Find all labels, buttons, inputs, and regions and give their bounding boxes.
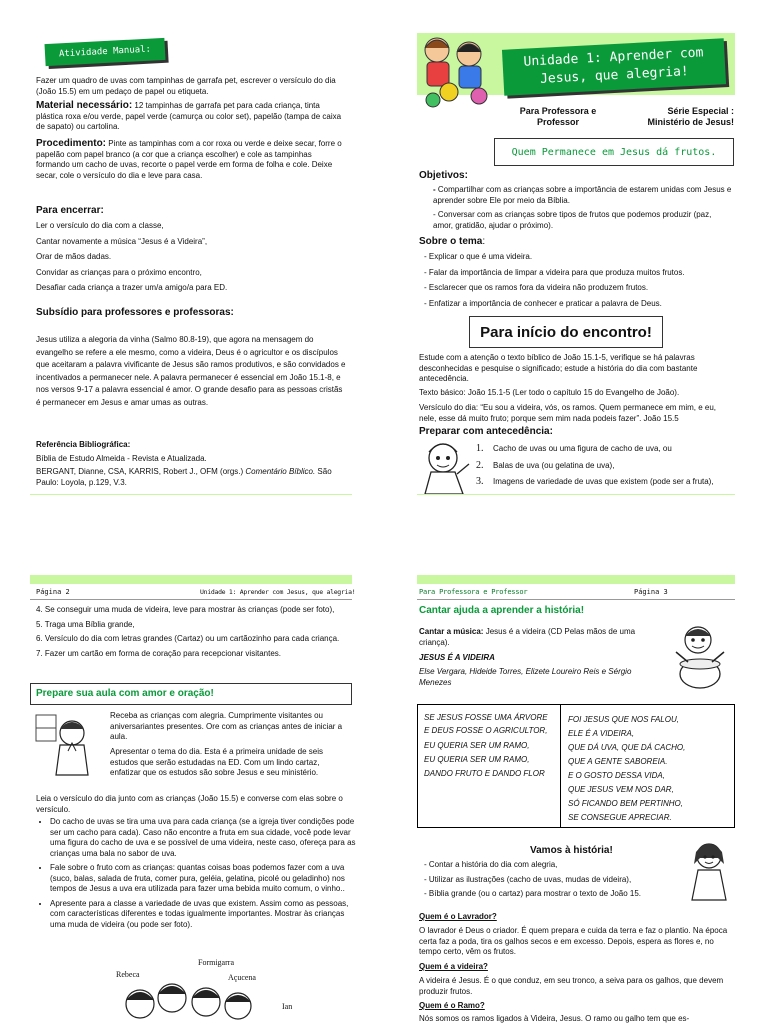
question-3: Quem é o Ramo? <box>419 1001 485 1010</box>
lyrics-line: SE CONSEGUE APRECIAR. <box>568 813 672 822</box>
question-2: Quem é a videira? <box>419 962 488 971</box>
ref-title: Referência Bibliográfica: <box>36 440 131 449</box>
prepare-title: Prepare sua aula com amor e oração! <box>36 688 214 699</box>
receba-text: Receba as crianças com alegria. Cumprimente visitantes ou aniversariantes presentes. Ore com as crianças antes de iniciar a aula. <box>110 711 343 741</box>
lyrics-line: QUE A GENTE SABOREIA. <box>568 757 668 766</box>
tema-item: - Enfatizar a importância de conhecer e praticar a palavra de Deus. <box>424 298 662 308</box>
preparar-text: Balas de uva (ou gelatina de uva), <box>493 460 615 470</box>
preparar-text: Imagens de variedade de uvas que existem (pode ser a fruta), <box>493 477 714 486</box>
lyrics-line: SE JESUS FOSSE UMA ÁRVORE <box>424 713 548 722</box>
ref-2-title: Comentário Bíblico. <box>245 467 316 476</box>
encerrar-item: Desafiar cada criança a trazer um/a amigo/a para ED. <box>36 283 228 292</box>
bullet-item: • Fale sobre o fruto com as crianças: quantas coisas boas podemos fazer com a uva (suco, balas, salada de fruta, comer pura, geléia, gelatina, picolé ou geladinho) nos tempos de Jesus a uva era utilizada para fazer uma bebida muito comum, o vinho.. <box>50 863 362 895</box>
song-authors: Else Vergara, Hideide Torres, Elizete Loureiro Reis e Sérgio Menezes <box>419 667 632 687</box>
page-4-header-left: Para Professora e Professor <box>419 588 528 596</box>
lyrics-line: EU QUERIA SER UM RAMO, <box>424 755 530 764</box>
prepare-box <box>30 683 352 705</box>
serie-especial: Série Especial : Ministério de Jesus! <box>647 106 734 127</box>
page-3-top-bar <box>30 575 352 584</box>
texto-basico: Texto básico: João 15.1-5 (Ler todo o capítulo 15 do Evangelho de João). <box>419 388 680 397</box>
answer-3: Nós somos os ramos ligados à Videira, Jesus. O ramo ou galho tem que es- <box>419 1014 690 1023</box>
inicio-box <box>469 316 663 348</box>
musica-text: Jesus é a videira (CD Pelas mãos de uma criança). <box>419 627 636 647</box>
preparar-title: Preparar com antecedência: <box>419 426 553 437</box>
subtitle-box <box>494 138 734 166</box>
name-rebeca: Rebeca <box>116 970 140 979</box>
tema-item: - Esclarecer que os ramos fora da videira não produzem frutos. <box>424 283 649 292</box>
answer-1: O lavrador é Deus o criador. É quem prepara e cuida da terra e faz o plantio. Na época certa faz a poda, tira os galhos secos e em excesso. Depois, espera as flores e, no tempo certo, vêm os frutos. <box>419 926 728 956</box>
apresentar-text: Apresentar o tema do dia. Esta é a primeira unidade de seis estudos que serão estudadas na ED. Com um lindo cartaz, enfatizar que os estudos são sobre Jesus e seu ministério. <box>110 747 324 777</box>
name-acucena: Açucena <box>228 973 256 982</box>
objetivo-2: - Conversar com as crianças sobre tipos de frutos que podemos produzir (paz, amor, gratidão, ajudar o próximo). <box>433 210 712 230</box>
song-title: JESUS É A VIDEIRA <box>419 653 495 662</box>
procedure-label: Procedimento: <box>36 138 107 149</box>
preparar-item <box>476 476 736 488</box>
preparar-item: 6. Versículo do dia com letras grandes (Cartaz) ou um cartãozinho para cada criança. <box>36 634 340 643</box>
historia-item: - Bíblia grande (ou o cartaz) para mostrar o texto de João 15. <box>424 889 642 898</box>
leia-text: Leia o versículo do dia junto com as crianças (João 15.5) e converse com elas sobre o versículo. <box>36 794 343 814</box>
historia-list <box>424 860 664 900</box>
page-1-rule <box>30 494 352 495</box>
tema-item: - Falar da importância de limpar a videira para que produza muitos frutos. <box>424 267 685 277</box>
activity-intro: Fazer um quadro de uvas com tampinhas de garrafa pet, escrever o versículo do dia (João 15.5) em um pedaço de papel ou etiqueta. <box>36 76 336 96</box>
tema-title-colon: : <box>482 236 486 247</box>
lyrics-line: QUE DÁ UVA, QUE DÁ CACHO, <box>568 743 686 752</box>
preparar-text: Cacho de uvas ou uma figura de cacho de uva, ou <box>493 444 672 453</box>
bullet-item: • Do cacho de uvas se tira uma uva para cada criança (se a igreja tiver condições pode ser um cacho para cada). Caso não encontre a fruta em sua cidade, você pode levar uma figura do cacho de uva e se possível de uma videira, neste caso, ofereça para as crianças uma bala no sabor de uva. <box>50 817 362 859</box>
encerrar-title: Para encerrar: <box>36 205 104 216</box>
lyrics-line: E O GOSTO DESSA VIDA, <box>568 771 665 780</box>
tema-title <box>419 236 485 247</box>
lyrics-line: E DEUS FOSSE O AGRICULTOR, <box>424 726 548 735</box>
encerrar-item: Ler o versículo do dia com a classe, <box>36 221 164 230</box>
bullet-item: • Apresente para a classe a variedade de uvas que existem. Assim como as pessoas, com características diferentes e todas igualmente importantes. Mostrar às crianças uma muda de videira (ou pode ser foto). <box>50 899 362 931</box>
historia-item: - Contar a história do dia com alegria, <box>424 860 558 869</box>
question-1: Quem é o Lavrador? <box>419 912 497 921</box>
procedure-paragraph <box>36 139 346 181</box>
subtitle-text: Quem Permanece em Jesus dá frutos. <box>511 147 717 158</box>
historia-item: - Utilizar as ilustrações (cacho de uvas, mudas de videira), <box>424 874 632 884</box>
page-3-header-rule <box>30 599 352 600</box>
procedure-text: Pinte as tampinhas com a cor roxa ou verde e deixe secar, forre o papelão com papel branco (a cor que a criança escolher) e cole as tampinhas formando um cacho de uvas, recorte o papel verde em forma de folha e cole. Deixe secar, cole o versículo do dia e leve para casa. <box>36 139 342 180</box>
estude-text: Estude com a atenção o texto bíblico de João 15.1-5, verifique se há palavras desconhecidas e pesquise o significado; estude a história do dia com bastante antecedência. <box>419 353 698 383</box>
preparar-number: 2. <box>476 459 484 471</box>
page-3-header-left: Página 2 <box>36 588 70 596</box>
preparar-number: 1. <box>476 443 484 454</box>
ref-1: Bíblia de Estudo Almeida - Revista e Atualizada. <box>36 454 207 463</box>
encerrar-list <box>36 221 346 294</box>
inicio-title: Para início do encontro! <box>480 324 652 341</box>
lyrics-table <box>417 704 735 828</box>
lyrics-line: ELE É A VIDEIRA, <box>568 729 635 738</box>
preparar-item <box>476 460 736 472</box>
material-paragraph <box>36 101 346 133</box>
subsidio-title: Subsídio para professores e professoras: <box>36 307 234 318</box>
preparar-item <box>476 443 736 455</box>
lyrics-left-column <box>424 713 556 781</box>
encerrar-item: Orar de mãos dadas. <box>36 252 112 261</box>
preparar-list <box>476 443 736 488</box>
page-2-rule <box>417 494 735 495</box>
preparar-number: 3. <box>476 476 484 487</box>
teacher-cartoon-icon <box>417 438 473 496</box>
versiculo-dia: Versículo do dia: “Eu sou a videira, vós, os ramos. Quem permanece em mim, e eu, nele, esse dá muito fruto; porque sem mim nada podeis fazer”. João 15.5 <box>419 403 717 423</box>
objetivos-title: Objetivos: <box>419 170 468 181</box>
historia-title: Vamos à história! <box>530 845 613 856</box>
ref-2 <box>36 467 346 488</box>
lyrics-line: EU QUERIA SER UM RAMO, <box>424 741 530 750</box>
preparar-item: 5. Traga uma Bíblia grande, <box>36 619 135 629</box>
musica-label: Cantar a música: <box>419 627 484 636</box>
subsidio-text: Jesus utiliza a alegoria da vinha (Salmo 80.8-19), que agora na mensagem do evangelho se refere a ele mesmo, como a videira, Deus é o agricultor e os discípulos que aceitaram a palavra vivificante de Jesus são ramos produtivos, e são convidados e incentivados a permanecer nele. A palavra permanecer é essencial em João 15.1-8, e nos versos 9-17 a palavra essencial é amor. O grande desafio para as pessoas cristãs é permanecer em Jesus e amar umas as outras. <box>36 335 346 407</box>
bullet-list <box>36 817 362 934</box>
children-cartoon-icon <box>417 30 495 110</box>
material-label: Material necessário: <box>36 100 133 111</box>
tema-list <box>424 252 734 309</box>
lyrics-line: QUE JESUS VEM NOS DAR, <box>568 785 674 794</box>
girl-cartoon-icon <box>684 838 734 904</box>
lyrics-divider <box>560 705 561 827</box>
lyrics-line: FOI JESUS QUE NOS FALOU, <box>568 715 679 724</box>
encerrar-item: Convidar as crianças para o próximo encontro, <box>36 267 202 277</box>
drummer-cartoon-icon <box>668 622 734 694</box>
activity-badge <box>45 38 166 66</box>
objetivo-1-text: Compartilhar com as crianças sobre a importância de estarem unidas com Jesus e aprender sobre Ele por meio da Bíblia. <box>433 185 732 205</box>
preparar-item: 4. Se conseguir uma muda de videira, leve para mostrar às crianças (pode ser foto), <box>36 605 335 614</box>
tema-item: - Explicar o que é uma videira. <box>424 252 533 261</box>
lyrics-line: DANDO FRUTO E DANDO FLOR <box>424 769 545 778</box>
para-professor: Para Professora e Professor <box>519 106 597 127</box>
activity-badge-label: Atividade Manual: <box>58 44 152 60</box>
page-4-header-rule <box>417 599 735 600</box>
name-formigarra: Formigarra <box>198 958 234 967</box>
page-4-header-right: Página 3 <box>634 588 668 596</box>
ref-2-authors: BERGANT, Dianne, CSA, KARRIS, Robert J., OFM (orgs.) <box>36 467 246 476</box>
praying-child-icon <box>34 711 100 779</box>
cantar-title: Cantar ajuda a aprender a história! <box>419 605 585 616</box>
objetivo-1-dash: - <box>433 185 438 194</box>
material-text: 12 tampinhas de garrafa pet para cada criança, tinta plástica roxa e/ou verde, papel verde (camurça ou color set), papelão (tampa de caixa de sapato) ou cartolina. <box>36 101 342 131</box>
musica-paragraph <box>419 627 663 648</box>
ref-2-publisher: São Paulo: Loyola, p.129, V.3. <box>36 467 332 487</box>
unit-title: Unidade 1: Aprender com Jesus, que alegria! <box>523 45 704 87</box>
tema-title-text: Sobre o tema <box>419 236 483 247</box>
lyrics-right-column <box>568 713 732 825</box>
page-3-header-right: Unidade 1: Aprender com Jesus, que alegria! <box>200 588 356 596</box>
answer-2: A videira é Jesus. É o que conduz, em seu tronco, a seiva para os galhos, que devem produzir frutos. <box>419 976 724 996</box>
lyrics-line: SÓ FICANDO BEM PERTINHO, <box>568 799 683 808</box>
encerrar-item: Cantar novamente a música “Jesus é a Videira”, <box>36 236 208 246</box>
preparar-item: 7. Fazer um cartão em forma de coração para recepcionar visitantes. <box>36 648 281 658</box>
name-ian: Ian <box>282 1002 293 1011</box>
objetivo-1 <box>433 185 733 206</box>
page-4-top-bar <box>417 575 735 584</box>
preparar-continued <box>36 605 348 659</box>
